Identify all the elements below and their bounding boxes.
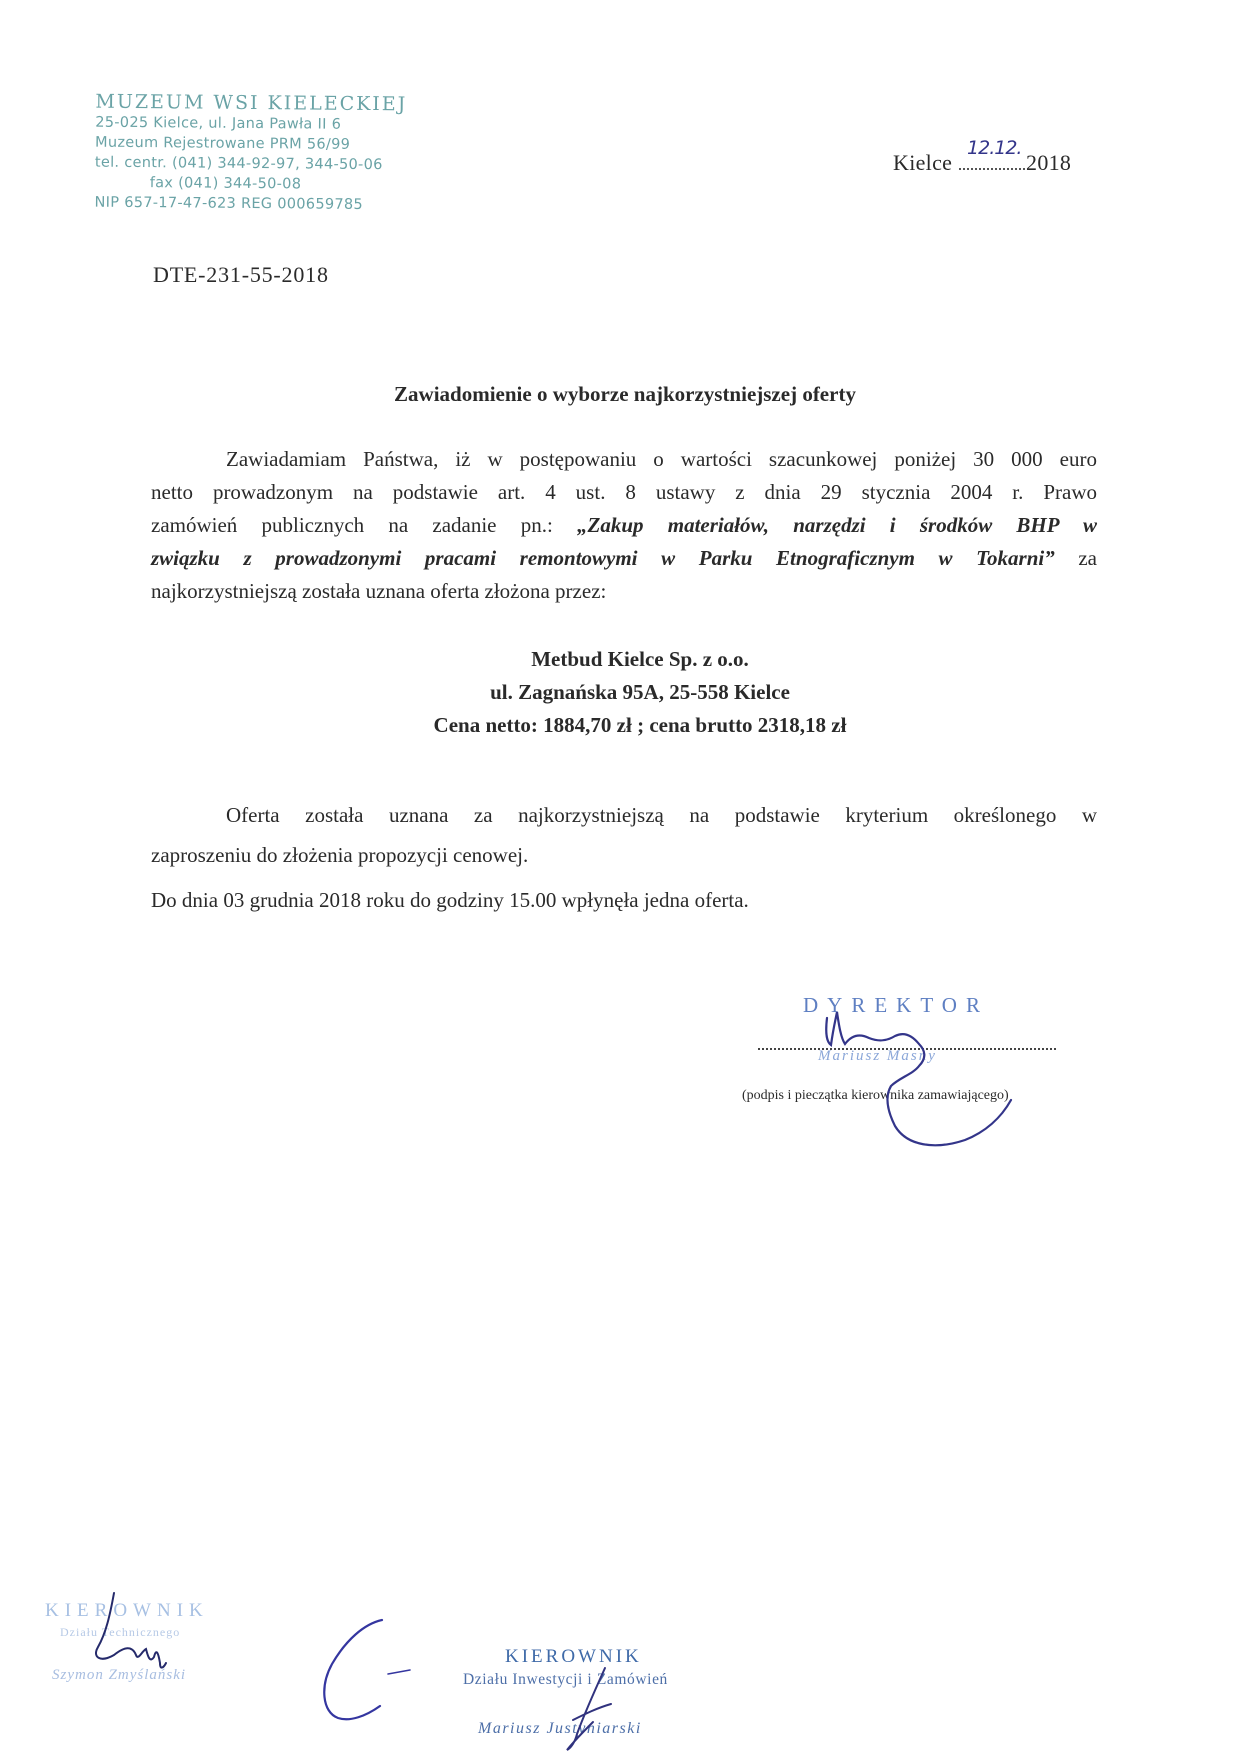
task-name-part2: związku z prowadzonymi pracami remontowymi w Parku Etnograficznym w Tokarni” <box>151 546 1055 570</box>
museum-name: MUZEUM WSI KIELECKIEJ <box>95 90 408 116</box>
investment-head-signature <box>545 1660 635 1755</box>
paragraph-line: zaproszeniu do złożenia propozycji cenowej. <box>151 843 529 867</box>
document-title: Zawiadomienie o wyborze najkorzystniejszej oferty <box>394 382 856 406</box>
offer-price: Cena netto: 1884,70 zł ; cena brutto 2318,18 zł <box>433 713 847 737</box>
technical-head-stamp-name: Szymon Zmyślański <box>52 1667 187 1683</box>
task-name-part1: „Zakup materiałów, narzędzi i środków BHP w <box>577 513 1098 537</box>
technical-head-stamp-title: KIEROWNIK <box>45 1600 209 1621</box>
company-name: Metbud Kielce Sp. z o.o. <box>531 647 749 671</box>
museum-registry: Muzeum Rejestrowane PRM 56/99 <box>95 134 351 153</box>
initials-signature <box>310 1612 420 1732</box>
date-year: 2018 <box>1026 150 1072 175</box>
investment-head-stamp-name: Mariusz Justyniarski <box>478 1720 642 1737</box>
museum-phone: tel. centr. (041) 344-92-97, 344-50-06 <box>94 154 383 174</box>
signature-caption: (podpis i pieczątka kierownika zamawiającego) <box>742 1088 1009 1103</box>
handwritten-date: 12.12. <box>967 137 1022 159</box>
director-stamp-name: Mariusz Masny <box>818 1048 937 1064</box>
museum-fax: fax (041) 344-50-08 <box>149 175 302 193</box>
date-dotted-field <box>959 137 1025 170</box>
place-date <box>893 137 1072 176</box>
paragraph-line: Oferta została uznana za najkorzystniejszą na podstawie kryterium określonego w <box>226 803 1097 827</box>
paragraph-notification <box>151 443 1097 608</box>
paragraph-line <box>151 542 1097 575</box>
letterhead-stamp <box>94 91 415 216</box>
task-suffix: za <box>1078 546 1098 570</box>
paragraph-deadline: Do dnia 03 grudnia 2018 roku do godziny 15.00 wpłynęła jedna oferta. <box>151 888 749 912</box>
investment-head-stamp-department: Działu Inwestycji i Zamówień <box>463 1671 668 1688</box>
technical-head-stamp-department: Działu Technicznego <box>60 1625 181 1639</box>
paragraph-line <box>151 509 1097 542</box>
museum-address: 25-025 Kielce, ul. Jana Pawła II 6 <box>95 114 342 133</box>
company-address: ul. Zagnańska 95A, 25-558 Kielce <box>490 680 790 704</box>
paragraph-line: Zawiadamiam Państwa, iż w postępowaniu o wartości szacunkowej poniżej 30 000 euro <box>226 447 1097 471</box>
winning-offer <box>0 643 1240 742</box>
paragraph-line: netto prowadzonym na podstawie art. 4 ust. 8 ustawy z dnia 29 stycznia 2004 r. Prawo <box>151 480 1097 504</box>
investment-head-stamp-title: KIEROWNIK <box>505 1646 642 1667</box>
task-intro: zamówień publicznych na zadanie pn.: <box>151 513 553 537</box>
director-signature <box>815 1000 1075 1170</box>
reference-number: DTE-231-55-2018 <box>153 262 329 287</box>
place: Kielce <box>893 150 953 175</box>
paragraph-criterion <box>151 795 1097 875</box>
museum-nip-regon: NIP 657-17-47-623 REG 000659785 <box>94 194 364 213</box>
technical-head-signature <box>80 1585 190 1680</box>
director-stamp-title: DYREKTOR <box>803 993 989 1017</box>
paragraph-line: najkorzystniejszą została uznana oferta złożona przez: <box>151 579 607 603</box>
